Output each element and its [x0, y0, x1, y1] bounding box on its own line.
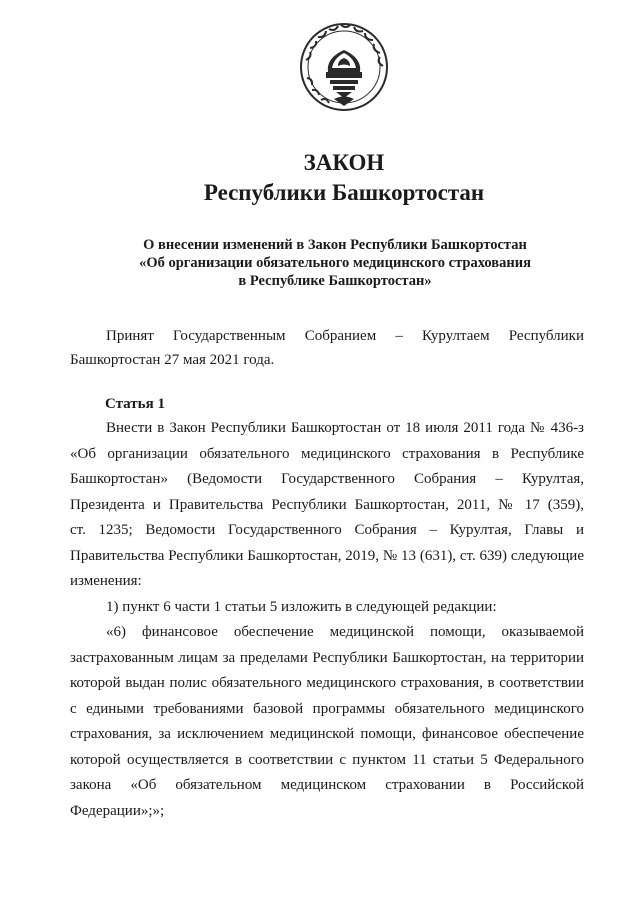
article-line: Федерации»;»; — [70, 802, 165, 819]
law-heading: ЗАКОН — [303, 150, 385, 175]
article-line: Правительства Республики Башкортостан, 2019, № 13 (631), ст. 639) следующие — [70, 547, 584, 564]
article-line: ст. 1235; Ведомости Государственного Собрания – Курултая, Главы и — [70, 522, 584, 538]
article-body — [70, 416, 584, 824]
article-line: 1) пункт 6 части 1 статьи 5 изложить в следующей редакции: — [106, 598, 497, 615]
article-line: страхования, за исключением медицинской помощи, финансовое обеспечение — [70, 726, 584, 742]
republic-heading: Республики Башкортостан — [203, 180, 485, 205]
article-line: которой осуществляется в соответствии с пунктом 11 статьи 5 Федерального — [70, 751, 584, 768]
law-subject — [0, 236, 640, 290]
adoption-line: Принят Государственным Собранием – Курултаем Республики — [106, 328, 584, 344]
subject-line: О внесении изменений в Закон Республики Башкортостан — [143, 237, 527, 253]
adoption-line: Башкортостан 27 мая 2021 года. — [70, 352, 275, 368]
article-line: Президента и Правительства Республики Башкортостан, 2011, № 17 (359), — [70, 496, 584, 513]
article-heading: Статья 1 — [105, 396, 165, 412]
document-title — [0, 148, 640, 208]
article-line: застрахованным лицам за пределами Республики Башкортостан, на территории — [70, 649, 584, 666]
article-line: закона «Об обязательном медицинском страховании в Российской — [70, 777, 584, 793]
article-line: изменения: — [70, 573, 142, 589]
article-line: «6) финансовое обеспечение медицинской помощи, оказываемой — [106, 624, 584, 640]
article-line: Внести в Закон Республики Башкортостан от 18 июля 2011 года № 436-з — [106, 420, 584, 436]
coat-of-arms-icon — [298, 20, 390, 114]
adoption-statement — [70, 324, 584, 372]
article-line: с едиными требованиями базовой программы обязательного медицинского — [70, 700, 584, 717]
article-line: которой выдан полис обязательного медицинского страхования, в соответствии — [70, 675, 584, 691]
subject-line: в Республике Башкортостан» — [238, 273, 432, 289]
article-line: «Об организации обязательного медицинского страхования в Республике — [70, 445, 584, 462]
subject-line: «Об организации обязательного медицинского страхования — [139, 255, 531, 271]
article-line: Башкортостан» (Ведомости Государственного Собрания – Курултая, — [70, 471, 584, 487]
